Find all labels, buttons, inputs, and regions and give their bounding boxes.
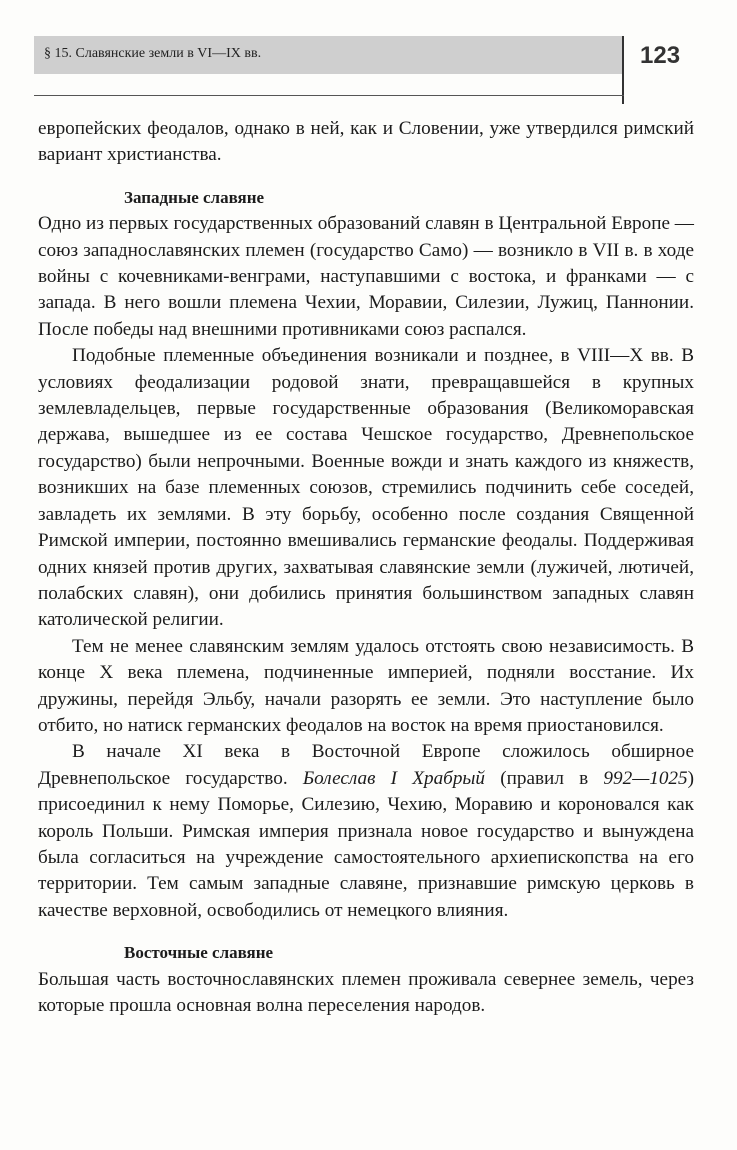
header-divider (622, 36, 624, 104)
header-rule (34, 95, 624, 96)
paragraph: Тем не менее славянским землям удалось отстоять свою независимость. В конце X века племена, подчиненные империей, подняли восстание. Их дружины, перейдя Эльбу, начали разорять ее земли. Это наступление было отбито, но натиск германских феодалов на восток на время приостановился. (38, 635, 694, 736)
section-heading-west: Западные славяне (124, 187, 265, 207)
paragraph (38, 739, 694, 924)
page-body (38, 116, 694, 1019)
section-heading-east: Восточные славяне (124, 943, 274, 963)
paragraph: Одно из первых государственных образований славян в Центральной Европе — союз западнославянских племен (государство Само) — возникло в VII в. в ходе войны с кочевниками-венграми, наступавшими с востока, и франками — с запада. В него вошли племена Чехии, Моравии, Силезии, Лужиц, Паннонии. После победы над внешними противниками союз распался. (38, 213, 694, 340)
text-run: В начале XI века в Восточной Европе сложилось обширное Древнепольское государство. (38, 741, 694, 789)
paragraph: Подобные племенные объединения возникали и позднее, в VIII—X вв. В условиях феодализации родовой знати, превращавшейся в крупных землевладельцев, первые государственные образования (Великоморавская держава, вышедшее из ее состава Чешское государство, Древнепольское государство) были непрочными. Военные вожди и знать каждого из княжеств, возникших на базе племенных союзов, стремились подчинить себе соседей, завладеть их землями. В эту борьбу, особенно после создания Священной Римской империи, постоянно вмешивались германские феодалы. Поддерживая одних князей против других, захватывая славянские земли (лужичей, лютичей, полабских славян), они добились принятия большинством западных славян католической религии. (38, 345, 694, 631)
running-header-title: § 15. Славянские земли в VI—IX вв. (44, 46, 262, 61)
paragraph: Большая часть восточнославянских племен проживала севернее земель, через которые прошла основная волна переселения народов. (38, 968, 694, 1016)
text-run: (правил в (485, 767, 604, 789)
paragraph-continuation: европейских феодалов, однако в ней, как и Словении, уже утвердился римский вариант христианства. (38, 118, 694, 166)
emphasis-dates: 992—1025 (603, 767, 688, 789)
page-number: 123 (640, 42, 681, 69)
emphasis-name: Болеслав I Храбрый (302, 767, 485, 789)
text-run: ) присоединил к нему Поморье, Силезию, Чехию, Моравию и короновался как король Польши. Римская империя признала новое государство и вынуждена была согласиться на учреждение самостоятельного архиепископства на его территории. Тем самым западные славяне, признавшие римскую церковь в качестве верховной, освободились от немецкого влияния. (38, 767, 695, 921)
